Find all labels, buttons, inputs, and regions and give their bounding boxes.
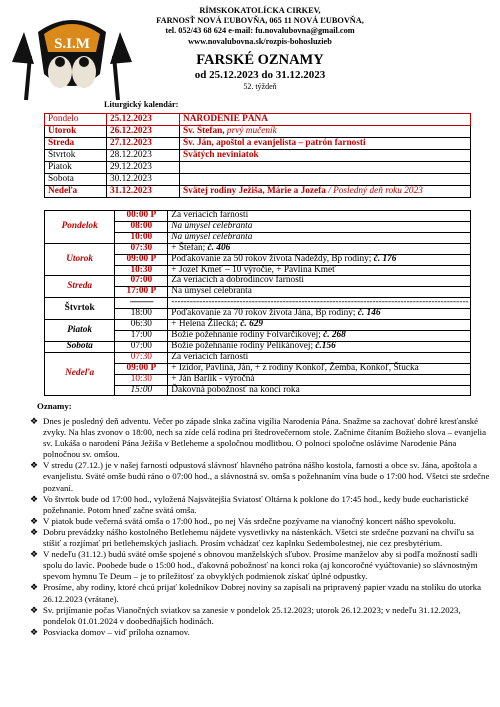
mass-time: 07:00 — [115, 341, 168, 352]
announcement-item — [32, 627, 490, 638]
announcement-item — [32, 549, 490, 582]
song-number: č. 629 — [240, 319, 264, 330]
lit-day: Utorok — [45, 126, 107, 138]
table-row — [45, 341, 471, 352]
lit-day: Pondelo — [45, 114, 107, 126]
mass-intention — [168, 309, 471, 320]
header — [0, 0, 500, 108]
svg-text:S.I.M: S.I.M — [54, 36, 90, 52]
song-number: č. 146 — [357, 308, 381, 319]
lit-feast-text: Sv. Ján, apoštol a evanjelista – patrón farnosti — [183, 138, 366, 148]
table-row — [45, 320, 471, 331]
mass-intention: Za veriacich farnosti — [168, 211, 471, 222]
mass-intention: + Izidor, Pavlína, Ján, + z rodiny Konkoľ, Žemba, Konkoľ, Štucka — [168, 363, 471, 374]
mass-intention: Na úmysel celebranta — [168, 232, 471, 243]
parish-contact: tel. 052/43 68 624 e-mail: fu.novalubovna@gmail.com — [165, 26, 355, 36]
lit-feast — [180, 162, 471, 174]
lit-feast-text: NARODENIE PÁNA — [183, 114, 268, 124]
song-number: č. 176 — [373, 253, 397, 264]
lit-feast-note: / Posledný deň roku 2023 — [325, 186, 423, 196]
parish-website: www.novalubovna.sk/rozpis-bohosluzieb — [188, 36, 332, 46]
table-row — [45, 243, 471, 254]
mass-time: 17:00 — [115, 330, 168, 341]
announcement-text: Dnes je posledný deň adventu. Večer po západe slnka začína vigília Narodenia Pána. Snažme sa zachovať dobré kresťanské zvyky. Na hlas zvonov o 18:00, nech sa zíde celá rodina pri štedrovečernom stole. Začnime čítaním Božieho slova – evanjelia sv. Lukáša o narodení Pána Ježiša v Betleheme a spoločnou modlitbou. O polnoci spoločne oslávime Narodenie Pána polnočnou sv. omšou. — [43, 416, 487, 460]
lit-date: 29.12.2023 — [107, 162, 180, 174]
lit-date: 28.12.2023 — [107, 150, 180, 162]
lit-feast — [180, 174, 471, 186]
lit-feast-note: prvý mučeník — [226, 126, 277, 136]
lit-date: 31.12.2023 — [107, 186, 180, 198]
mass-intention: Ďakovná pobožnosť na konci roka — [168, 385, 471, 396]
lit-feast — [180, 126, 471, 138]
announcement-item — [32, 527, 490, 549]
lit-feast-text: Svätej rodiny Ježiša, Márie a Jozefa — [183, 186, 326, 196]
diamond-bullet-icon: ❖ — [30, 626, 39, 637]
intention-text: Poďakovanie za 70 rokov života Jána, Bp rodiny; — [171, 308, 358, 319]
lit-feast-text: Sv. Štefan, — [183, 126, 227, 136]
mass-intention: Za veriacich a dobrodincov farnosti — [168, 276, 471, 287]
announcement-text: Posviacka domov – viď príloha oznamov. — [43, 626, 190, 637]
mass-time: 18:00 — [115, 309, 168, 320]
announcement-text: Sv. prijímanie počas Vianočných sviatkov sa zanesie v pondelok 25.12.2023; utorok 26.12.2023; v nedeľu 31.12.2023, pondelok 01.01.2024 v doobedňajších hodinách. — [43, 604, 461, 626]
table-row — [45, 298, 471, 309]
song-number: č. 268 — [323, 329, 346, 340]
week-number: 52. týždeň — [243, 81, 277, 91]
mass-time: 07:30 — [115, 352, 168, 363]
diamond-bullet-icon: ❖ — [30, 416, 39, 426]
lit-date: 25.12.2023 — [107, 114, 180, 126]
diamond-bullet-icon: ❖ — [30, 460, 39, 471]
lit-day: Piatok — [45, 162, 107, 174]
lit-feast — [180, 114, 471, 126]
diamond-bullet-icon: ❖ — [30, 604, 39, 615]
parish-line-2: FARNOSŤ NOVÁ ĽUBOVŇA, 065 11 NOVÁ ĽUBOVŇA, — [156, 16, 364, 26]
announcements-title: Oznamy: — [37, 401, 72, 411]
lit-feast — [180, 138, 471, 150]
mass-intention: ------------------------------------------------------------------------------------------------ — [168, 298, 471, 309]
announcement-item — [32, 516, 490, 527]
announcement-text: Dobru prevádzky nášho kostolného Betlehemu nájdete vysvetlivky na nástenkách. Všetci ste srdečne pozvaní na chvíľu sa stíšiť a rozjímať pri betlehemských jasliach. Prosím vchádzať cez kaplnku Sedembolestnej, nie cez presbytérium. — [43, 526, 474, 549]
lit-feast — [180, 186, 471, 198]
diamond-bullet-icon: ❖ — [30, 582, 39, 593]
intention-text: Poďakovanie za 50 rokov života Nadeždy, Bp rodiny; — [171, 253, 374, 264]
mass-time: 10:30 — [115, 374, 168, 385]
mass-intention — [168, 254, 471, 265]
mass-intention: Na úmysel celebranta — [168, 221, 471, 232]
mass-time: 00:00 P — [115, 211, 168, 222]
mass-time: 10:30 — [115, 265, 168, 276]
intention-text: Božie požehnanie rodiny Pelikánovej; — [171, 340, 316, 351]
lit-day: Sobota — [45, 174, 107, 186]
parish-logo-icon — [8, 12, 136, 104]
mass-time: 09:00 P — [115, 363, 168, 374]
lit-date: 26.12.2023 — [107, 126, 180, 138]
intention-text: Božie požehnanie rodiny Folvarčíkovej; — [171, 329, 324, 340]
page-title: FARSKÉ OZNAMY — [196, 51, 324, 68]
mass-time: 07:30 — [115, 243, 168, 254]
lit-feast-text: Svätých neviniatok — [183, 150, 259, 160]
day-streda: Streda — [45, 276, 115, 298]
mass-intention — [168, 330, 471, 341]
announcement-text: Vo štvrtok bude od 17:00 hod., vyložená Najsvätejšia Sviatosť Oltárna k poklone do 17:45 hod., kedy bude eucharistické požehnanie. Potom hneď začne svätá omša. — [43, 493, 469, 515]
table-row — [45, 276, 471, 287]
mass-intention: Na úmysel celebranta — [168, 287, 471, 298]
mass-intention — [168, 243, 471, 254]
mass-time: 08:00 — [115, 221, 168, 232]
song-number: č. 406 — [207, 242, 231, 253]
announcement-text: V stredu (27.12.) je v našej farnosti odpustová slávnosť hlavného patróna nášho kostola, farnosti a obce sv. Jána, apoštola a evanjelistu. Sväté omše budú ráno o 07:00 hod., a slávnostná sv. omša s požehnaním vína bude o 17:00 hod. Všetci ste srdečne pozvaní. — [43, 460, 490, 493]
mass-intention — [168, 320, 471, 331]
announcement-text: V nedeľu (31.12.) budú sväté omše spojené s obnovou manželských sľubov. Prosíme manželov aby si podľa možností sadli spolu do lavíc. Poobede bude o 15:00 hod., ďakovná pobožnosť na konci roka (aj koncoročné vyúčtovanie) so slávnostným spevom hymnu Te Deum – je to príležitosť za obvyklých podmienok získať úplné odpustky. — [43, 549, 478, 582]
mass-time: 09:00 P — [115, 254, 168, 265]
date-range: od 25.12.2023 do 31.12.2023 — [194, 68, 326, 81]
lit-date: 27.12.2023 — [107, 138, 180, 150]
announcement-item — [32, 605, 490, 627]
diamond-bullet-icon: ❖ — [30, 493, 39, 504]
mass-time: 10:00 — [115, 232, 168, 243]
lit-day: Streda — [45, 138, 107, 150]
liturgical-calendar-table — [44, 113, 471, 198]
day-nedela: Nedeľa — [45, 352, 115, 396]
day-piatok: Piatok — [45, 320, 115, 342]
liturgical-row — [45, 186, 471, 198]
song-number: č.156 — [315, 340, 336, 351]
announcement-item — [32, 494, 490, 516]
liturgical-row — [45, 114, 471, 126]
lit-day: Štvrtok — [45, 150, 107, 162]
intention-text: + Helena Žilecká; — [171, 319, 241, 330]
day-stvrtok: Štvrtok — [45, 298, 115, 320]
diamond-bullet-icon: ❖ — [30, 526, 39, 537]
lit-day: Nedeľa — [45, 186, 107, 198]
announcement-text: V piatok bude večerná svätá omša o 17:00 hod., po nej Vás srdečne pozývame na vianočný koncert nášho spevokolu. — [43, 515, 456, 526]
day-utorok: Utorok — [45, 243, 115, 276]
liturgical-row — [45, 162, 471, 174]
mass-time: 17:00 P — [115, 287, 168, 298]
announcements — [30, 401, 490, 638]
liturgical-row — [45, 138, 471, 150]
mass-time: 06:30 — [115, 320, 168, 331]
day-sobota: Sobota — [45, 341, 115, 352]
liturgical-row — [45, 150, 471, 162]
intention-text: + Štefan; — [171, 242, 208, 253]
lit-feast — [180, 150, 471, 162]
diamond-bullet-icon: ❖ — [30, 515, 39, 526]
announcement-item — [32, 582, 490, 604]
table-row — [45, 211, 471, 222]
liturgical-label: Liturgický kalendár: — [104, 100, 179, 109]
announcement-text: Prosíme, aby rodiny, ktoré chcú prijať koledníkov Dobrej noviny sa zapísali na pripravený papier vzadu na stolíku do utorka 26.12.2023 (vrátane). — [43, 582, 482, 604]
mass-time: ----------- — [115, 298, 168, 309]
table-row — [45, 352, 471, 363]
announcement-item — [32, 416, 490, 460]
announcement-item — [32, 460, 490, 493]
liturgical-row — [45, 126, 471, 138]
mass-intention: + Jozef Kmeť – 10 výročie, + Pavlína Kmeť — [168, 265, 471, 276]
lit-date: 30.12.2023 — [107, 174, 180, 186]
diamond-bullet-icon: ❖ — [30, 549, 39, 560]
mass-intention: Za veriacich farnosti — [168, 352, 471, 363]
mass-intention — [168, 341, 471, 352]
mass-time: 15:00 — [115, 385, 168, 396]
mass-time: 07:00 — [115, 276, 168, 287]
mass-schedule-table — [44, 210, 471, 396]
liturgical-row — [45, 174, 471, 186]
day-pondelok: Pondelok — [45, 211, 115, 244]
parish-line-1: RÍMSKOKATOLÍCKA CIRKEV, — [199, 6, 321, 15]
mass-intention: + Ján Barlík - výročná — [168, 374, 471, 385]
parish-header-text — [130, 6, 390, 92]
